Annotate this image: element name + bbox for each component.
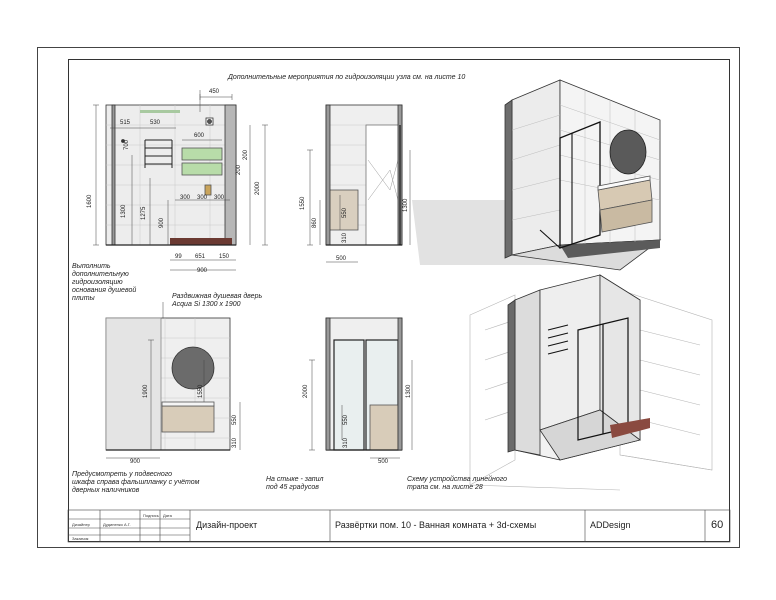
note-drain-line-2: трапа см. на листе 28 xyxy=(407,484,483,491)
dim-label: 200 xyxy=(243,149,249,160)
title-block-date-header: Дата xyxy=(163,513,172,518)
note-left-waterproof-line-5: плиты xyxy=(72,295,95,302)
dim-label: 99 xyxy=(175,254,182,260)
dim-label: 550 xyxy=(343,414,349,425)
dim-label: 450 xyxy=(209,89,220,95)
dim-label: 550 xyxy=(342,207,348,218)
dim-label: 900 xyxy=(130,459,141,465)
dim-label: 1275 xyxy=(141,206,147,220)
dim-label: 150 xyxy=(219,254,230,260)
title-block-designer-name: Дудиненко А.Г. xyxy=(103,522,131,527)
dim-label: 1300 xyxy=(406,384,412,398)
note-left-waterproof-line-4: основания душевой xyxy=(72,287,137,294)
dim-label: 310 xyxy=(342,232,348,243)
title-block-customer-label: Заказчик xyxy=(72,536,89,541)
note-drain-line-1: Схему устройства линейного xyxy=(407,476,508,483)
note-left-waterproof-line-1: Выполнить xyxy=(72,263,111,270)
dim-label: 900 xyxy=(159,217,165,228)
dim-label: 500 xyxy=(336,256,347,262)
dim-label: 500 xyxy=(378,459,389,465)
dim-label: 2000 xyxy=(303,384,309,398)
dim-label: 1550 xyxy=(198,384,204,398)
note-joint-line-2: под 45 градусов xyxy=(266,484,319,491)
dim-label: 1300 xyxy=(121,204,127,218)
dim-label: 310 xyxy=(232,437,238,448)
dim-label: 1600 xyxy=(87,194,93,208)
title-block-sheet-title: Развёртки пом. 10 - Ванная комната + 3d-схемы xyxy=(335,520,537,530)
dim-label: 300 xyxy=(180,195,191,201)
dim-label: 300 xyxy=(197,195,208,201)
note-door-line-2: Acqua Si 1300 x 1900 xyxy=(172,301,241,308)
note-left-waterproof-line-2: дополнительную xyxy=(72,271,129,278)
title-block-sign-header: Подпись xyxy=(143,513,159,518)
dim-label: 515 xyxy=(120,120,131,126)
dim-label: 310 xyxy=(343,437,349,448)
note-cabinet-line-2: шкафа справа фальшпланку с учётом xyxy=(72,479,200,486)
dim-label: 700 xyxy=(124,139,130,150)
title-block-project: Дизайн-проект xyxy=(196,520,258,530)
dim-label: 900 xyxy=(197,268,208,274)
note-top-waterproofing: Дополнительные мероприятия по гидроизоляции узла см. на листе 10 xyxy=(228,74,466,81)
note-door-line-1: Раздвижная душевая дверь xyxy=(172,293,263,300)
dim-label: 530 xyxy=(150,120,161,126)
note-cabinet-line-3: дверных наличников xyxy=(72,487,140,494)
dim-label: 200 xyxy=(236,164,242,175)
dim-label: 550 xyxy=(232,414,238,425)
dim-label: 1550 xyxy=(300,196,306,210)
title-block-company: ADDesign xyxy=(590,520,631,530)
dim-label: 600 xyxy=(194,133,205,139)
dim-label: 300 xyxy=(214,195,225,201)
dim-label: 860 xyxy=(312,217,318,228)
dim-label: 1300 xyxy=(403,198,409,212)
title-block-sheet-number: 60 xyxy=(711,519,724,531)
dim-label: 1900 xyxy=(143,384,149,398)
dim-label: 651 xyxy=(195,254,206,260)
dim-label: 2000 xyxy=(255,181,261,195)
note-left-waterproof-line-3: гидроизоляцию xyxy=(72,279,123,286)
note-joint-line-1: На стыке - запил xyxy=(266,476,324,483)
note-cabinet-line-1: Предусмотреть у подвесного xyxy=(72,471,173,478)
title-block-designer-label: Дизайнер xyxy=(72,522,90,527)
